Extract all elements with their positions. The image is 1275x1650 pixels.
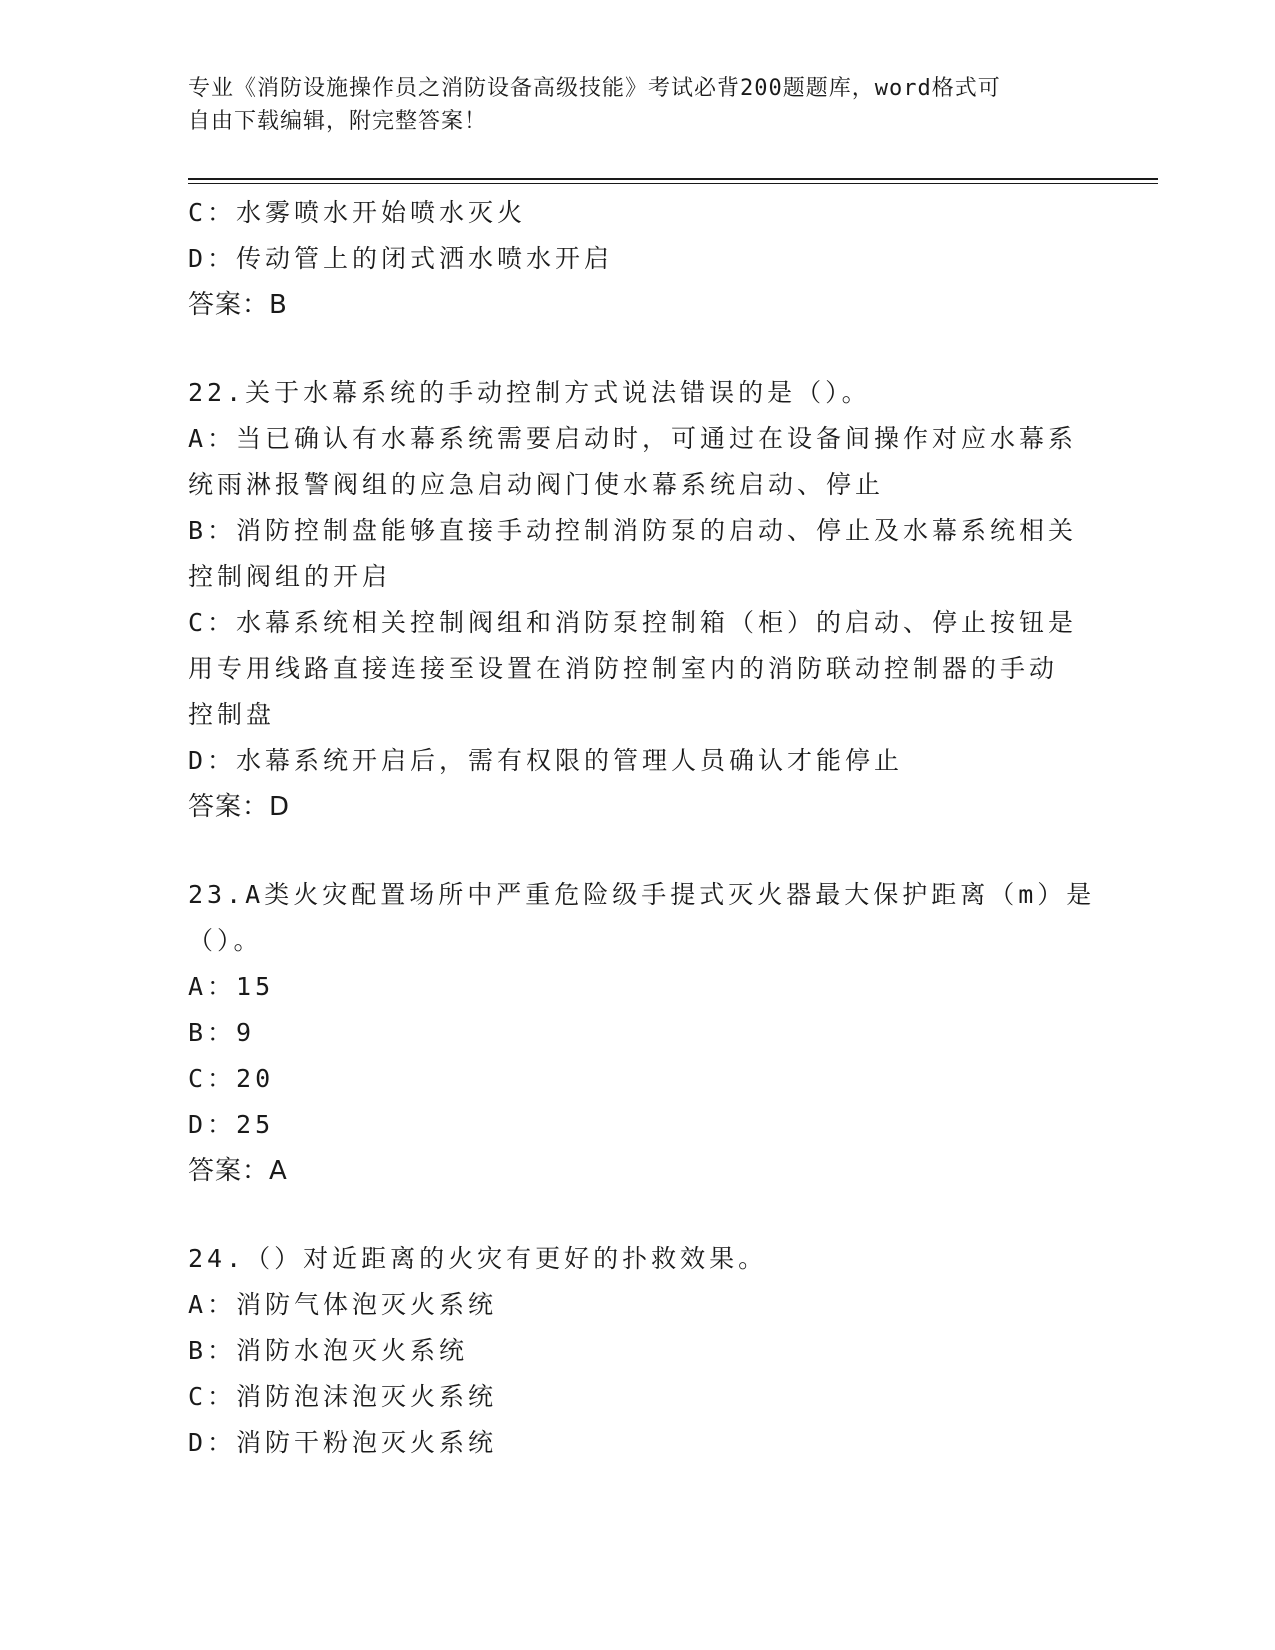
header-title-line-2: 自由下载编辑，附完整答案！	[188, 109, 488, 134]
option-a: A：当已确认有水幕系统需要启动时，可通过在设备间操作对应水幕系	[188, 424, 1078, 453]
header-title-line-1: 专业《消防设施操作员之消防设备高级技能》考试必背200题题库，word格式可	[188, 76, 1001, 101]
option-d: D：25	[188, 1110, 275, 1139]
header-divider-thick	[188, 178, 1158, 180]
option-b: B：9	[188, 1018, 256, 1047]
question-list	[188, 190, 1096, 1466]
answer-line: 答案：B	[188, 290, 288, 320]
option-c-continued: 用专用线路直接连接至设置在消防控制室内的消防联动控制器的手动	[188, 654, 1059, 683]
answer-line: 答案：D	[188, 792, 291, 822]
question-block-23	[188, 872, 1096, 1194]
question-stem: 23.A类火灾配置场所中严重危险级手提式灭火器最大保护距离（m）是	[188, 880, 1096, 909]
option-a-continued: 统雨淋报警阀组的应急启动阀门使水幕系统启动、停止	[188, 470, 885, 499]
option-a: A：消防气体泡灭火系统	[188, 1290, 498, 1319]
option-b: B：消防水泡灭火系统	[188, 1336, 469, 1365]
option-b: B：消防控制盘能够直接手动控制消防泵的启动、停止及水幕系统相关	[188, 516, 1078, 545]
option-d: D：消防干粉泡灭火系统	[188, 1428, 498, 1457]
option-b-continued: 控制阀组的开启	[188, 562, 392, 591]
question-stem: 24.（）对近距离的火灾有更好的扑救效果。	[188, 1244, 768, 1273]
question-stem: 22.关于水幕系统的手动控制方式说法错误的是（）。	[188, 378, 871, 407]
option-c: C：消防泡沫泡灭火系统	[188, 1382, 498, 1411]
option-c-continued: 控制盘	[188, 700, 276, 729]
option-c: C：20	[188, 1064, 275, 1093]
page-header	[188, 72, 1088, 138]
answer-line: 答案：A	[188, 1156, 288, 1186]
option-a: A：15	[188, 972, 275, 1001]
question-block-22	[188, 370, 1088, 830]
option-d: D：传动管上的闭式洒水喷水开启	[188, 244, 614, 273]
option-c: C：水雾喷水开始喷水灭火	[188, 198, 527, 227]
question-stem-continued: （）。	[188, 926, 263, 955]
option-d: D：水幕系统开启后，需有权限的管理人员确认才能停止	[188, 746, 904, 775]
option-c: C：水幕系统相关控制阀组和消防泵控制箱（柜）的启动、停止按钮是	[188, 608, 1078, 637]
question-block-24	[188, 1236, 1088, 1466]
header-divider-thin	[188, 183, 1158, 184]
question-block-21-tail	[188, 190, 1088, 328]
